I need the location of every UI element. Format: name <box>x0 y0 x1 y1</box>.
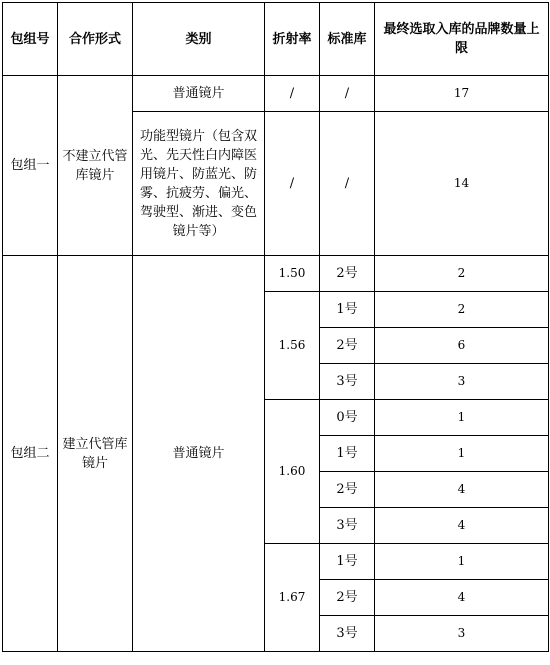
refractive-index-cell: 1.67 <box>265 544 320 652</box>
limit-cell: 3 <box>375 364 549 400</box>
standard-cell: / <box>320 112 375 256</box>
limit-cell: 6 <box>375 328 549 364</box>
limit-cell: 1 <box>375 400 549 436</box>
standard-cell: 3号 <box>320 616 375 652</box>
refractive-cell: / <box>265 112 320 256</box>
package-2-cooperation: 建立代管库镜片 <box>58 256 133 652</box>
standard-cell: 1号 <box>320 544 375 580</box>
limit-cell: 4 <box>375 508 549 544</box>
limit-cell: 17 <box>375 76 549 112</box>
limit-cell: 4 <box>375 472 549 508</box>
refractive-cell: / <box>265 76 320 112</box>
refractive-index-cell: 1.56 <box>265 292 320 400</box>
header-cooperation-form: 合作形式 <box>58 3 133 76</box>
header-category: 类别 <box>133 3 265 76</box>
limit-cell: 2 <box>375 292 549 328</box>
header-standard-library: 标准库 <box>320 3 375 76</box>
limit-cell: 4 <box>375 580 549 616</box>
standard-cell: 2号 <box>320 256 375 292</box>
standard-cell: 2号 <box>320 580 375 616</box>
standard-cell: / <box>320 76 375 112</box>
category-cell: 普通镜片 <box>133 76 265 112</box>
limit-cell: 1 <box>375 544 549 580</box>
table-row <box>3 256 549 292</box>
standard-cell: 2号 <box>320 328 375 364</box>
standard-cell: 1号 <box>320 292 375 328</box>
refractive-index-cell: 1.60 <box>265 400 320 544</box>
header-refractive-index: 折射率 <box>265 3 320 76</box>
package-1-name: 包组一 <box>3 76 58 256</box>
lens-procurement-table <box>2 2 549 652</box>
standard-cell: 2号 <box>320 472 375 508</box>
limit-cell: 1 <box>375 436 549 472</box>
limit-cell: 2 <box>375 256 549 292</box>
limit-cell: 14 <box>375 112 549 256</box>
table-row <box>3 76 549 112</box>
header-row <box>3 3 549 76</box>
standard-cell: 3号 <box>320 364 375 400</box>
package-1-cooperation: 不建立代管库镜片 <box>58 76 133 256</box>
header-package-no: 包组号 <box>3 3 58 76</box>
category-cell: 普通镜片 <box>133 256 265 652</box>
standard-cell: 0号 <box>320 400 375 436</box>
header-brand-limit: 最终选取入库的品牌数量上限 <box>375 3 549 76</box>
standard-cell: 1号 <box>320 436 375 472</box>
package-2-name: 包组二 <box>3 256 58 652</box>
category-cell: 功能型镜片（包含双光、先天性白内障医用镜片、防蓝光、防雾、抗疲劳、偏光、驾驶型、渐进、变色镜片等） <box>133 112 265 256</box>
refractive-index-cell: 1.50 <box>265 256 320 292</box>
standard-cell: 3号 <box>320 508 375 544</box>
limit-cell: 3 <box>375 616 549 652</box>
